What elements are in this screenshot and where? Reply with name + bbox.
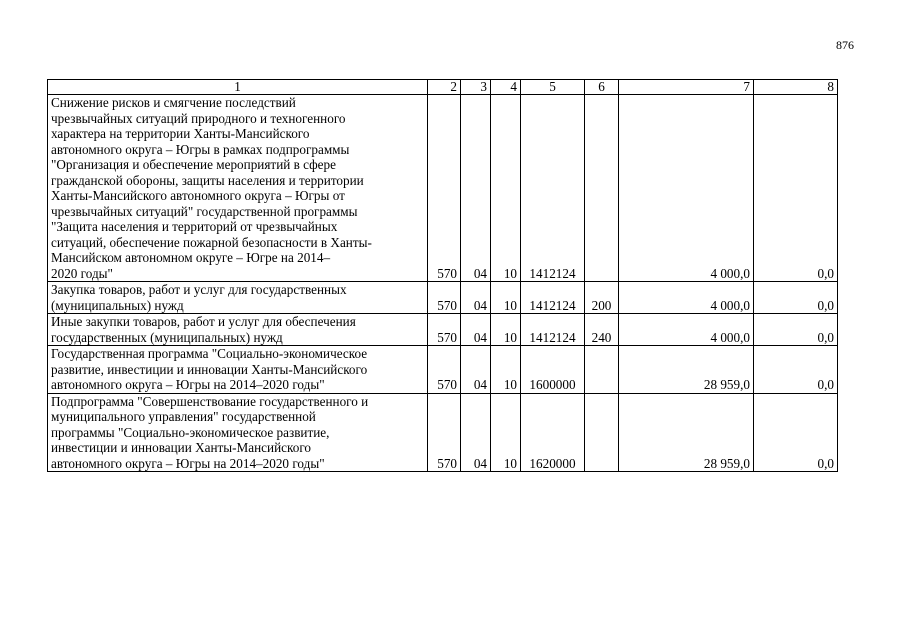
cell-name (48, 282, 428, 314)
cell-amount: 28 959,0 (619, 346, 754, 394)
cell-change: 0,0 (754, 314, 838, 346)
cell-amount: 28 959,0 (619, 393, 754, 472)
cell-name-line: чрезвычайных ситуаций" государственной программы (51, 203, 358, 219)
cell-expense-type (585, 346, 619, 394)
cell-change: 0,0 (754, 346, 838, 394)
cell-subsection: 10 (491, 346, 521, 394)
cell-name-line: автономного округа – Югры на 2014–2020 годы" (51, 455, 325, 471)
cell-name-line: Мансийском автономном округе – Югре на 2014– (51, 250, 331, 265)
cell-ministry: 570 (428, 282, 461, 314)
table-row (48, 346, 838, 394)
cell-name-line: Государственная программа "Социально-экономическое (51, 346, 368, 361)
cell-expense-type (585, 95, 619, 282)
table-body (48, 95, 838, 472)
header-cell-3: 3 (461, 80, 491, 95)
cell-name-line: гражданской обороны, защиты населения и территории (51, 172, 364, 188)
cell-section: 04 (461, 314, 491, 346)
cell-name-line: (муниципальных) нужд (51, 297, 184, 313)
cell-change: 0,0 (754, 282, 838, 314)
cell-target-article: 1620000 (521, 393, 585, 472)
cell-expense-type: 200 (585, 282, 619, 314)
cell-expense-type (585, 393, 619, 472)
cell-name-line: Ханты-Мансийского автономного округа – Югры от (51, 188, 345, 203)
table-row (48, 95, 838, 282)
cell-name (48, 314, 428, 346)
cell-change: 0,0 (754, 393, 838, 472)
page-number: 876 (836, 38, 854, 52)
cell-name-line: программы "Социально-экономическое развитие, (51, 424, 330, 440)
cell-name-line: государственных (муниципальных) нужд (51, 329, 283, 345)
cell-name-line: Иные закупки товаров, работ и услуг для обеспечения (51, 314, 356, 329)
cell-target-article: 1412124 (521, 314, 585, 346)
cell-amount: 4 000,0 (619, 95, 754, 282)
cell-name-line: муниципального управления" государственной (51, 409, 316, 424)
table-row (48, 314, 838, 346)
header-cell-7: 7 (619, 80, 754, 95)
header-cell-5: 5 (521, 80, 585, 95)
cell-name-line: Подпрограмма "Совершенствование государственного и (51, 393, 369, 409)
cell-name-line: автономного округа – Югры на 2014–2020 годы" (51, 377, 325, 392)
cell-amount: 4 000,0 (619, 282, 754, 314)
cell-subsection: 10 (491, 393, 521, 472)
cell-ministry: 570 (428, 393, 461, 472)
header-cell-4: 4 (491, 80, 521, 95)
table-row (48, 393, 838, 472)
cell-name-line: "Организация и обеспечение мероприятий в сфере (51, 157, 336, 172)
cell-ministry: 570 (428, 314, 461, 346)
cell-section: 04 (461, 282, 491, 314)
header-cell-6: 6 (585, 80, 619, 95)
cell-section: 04 (461, 393, 491, 472)
cell-target-article: 1600000 (521, 346, 585, 394)
budget-table (47, 79, 838, 472)
cell-name-line: Закупка товаров, работ и услуг для государственных (51, 282, 347, 297)
cell-name-line: характера на территории Ханты-Мансийского (51, 126, 310, 141)
cell-name (48, 95, 428, 282)
header-cell-8: 8 (754, 80, 838, 95)
cell-name-line: 2020 годы" (51, 265, 113, 281)
cell-name-line: "Защита населения и территорий от чрезвычайных (51, 219, 338, 234)
cell-ministry: 570 (428, 346, 461, 394)
cell-subsection: 10 (491, 314, 521, 346)
cell-name-line: автономного округа – Югры в рамках подпрограммы (51, 141, 350, 157)
cell-target-article: 1412124 (521, 282, 585, 314)
cell-name-line: Снижение рисков и смягчение последствий (51, 95, 296, 110)
cell-name (48, 346, 428, 394)
cell-section: 04 (461, 346, 491, 394)
header-cell-1: 1 (48, 80, 428, 95)
cell-subsection: 10 (491, 282, 521, 314)
table-row (48, 282, 838, 314)
header-cell-2: 2 (428, 80, 461, 95)
cell-name (48, 393, 428, 472)
cell-expense-type: 240 (585, 314, 619, 346)
cell-name-line: инвестиции и инновации Ханты-Мансийского (51, 440, 311, 455)
cell-name-line: развитие, инвестиции и инновации Ханты-Мансийского (51, 361, 368, 377)
cell-section: 04 (461, 95, 491, 282)
cell-name-line: чрезвычайных ситуаций природного и техногенного (51, 110, 346, 126)
table-header-row (48, 80, 838, 95)
cell-change: 0,0 (754, 95, 838, 282)
cell-name-line: ситуаций, обеспечение пожарной безопасности в Ханты- (51, 234, 372, 250)
cell-amount: 4 000,0 (619, 314, 754, 346)
cell-ministry: 570 (428, 95, 461, 282)
cell-subsection: 10 (491, 95, 521, 282)
cell-target-article: 1412124 (521, 95, 585, 282)
